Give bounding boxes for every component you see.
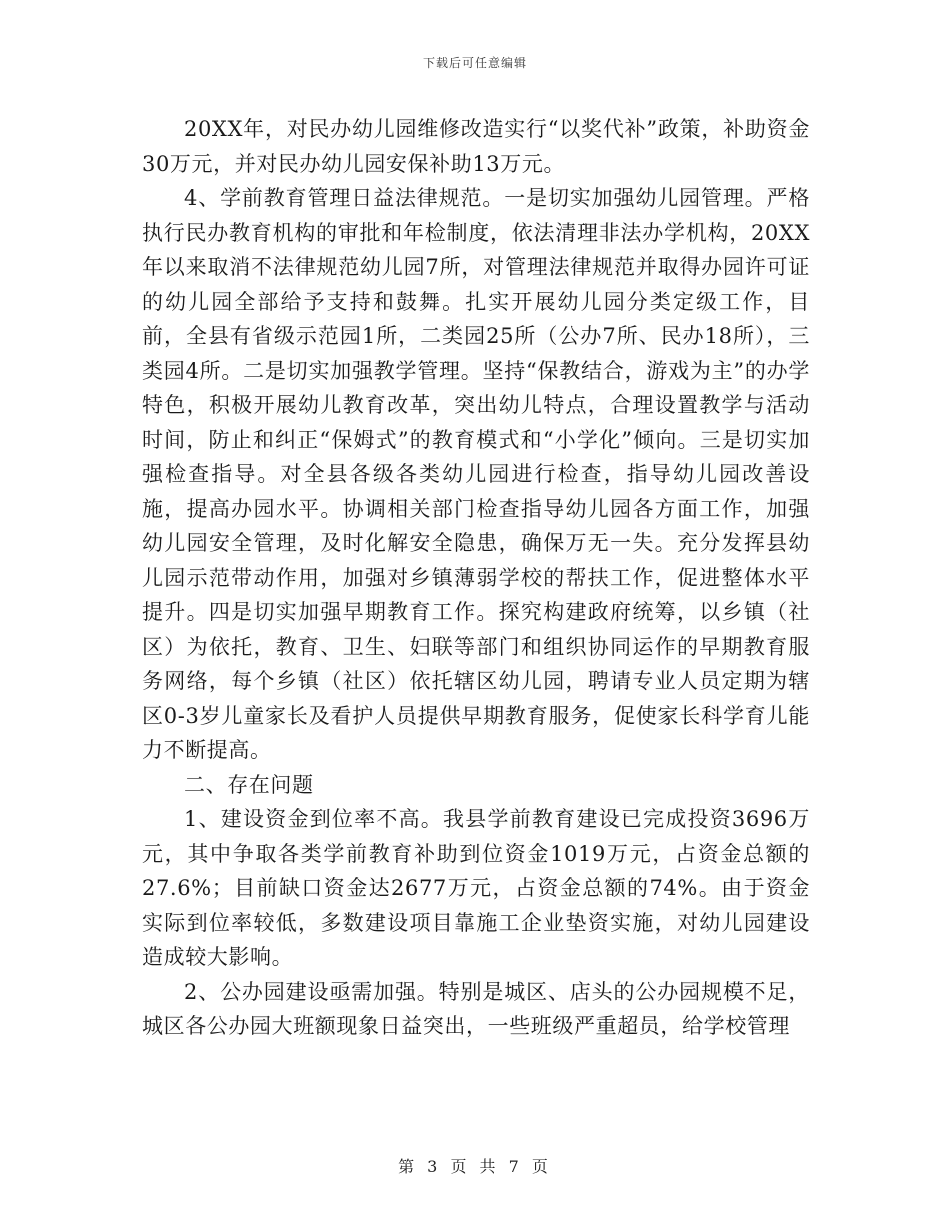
paragraph-subsidy: 20XX年，对民办幼儿园维修改造实行“以奖代补”政策，补助资金30万元，并对民办幼儿园安保补助13万元。	[142, 117, 810, 176]
paragraph-funding: 1、建设资金到位率不高。我县学前教育建设已完成投资3696万元，其中争取各类学前教育补助到位资金1019万元，占资金总额的27.6%；目前缺口资金达2677万元，占资金总额的74%。由于资金实际到位率较低，多数建设项目靠施工企业垫资实施，对幼儿园建设造成较大影响。	[142, 807, 810, 969]
document-body	[142, 112, 810, 1044]
header-note: 下载后可任意编辑	[422, 56, 527, 70]
paragraph-management: 4、学前教育管理日益法律规范。一是切实加强幼儿园管理。严格执行民办教育机构的审批和年检制度，依法清理非法办学机构，20XX年以来取消不法律规范幼儿园7所，对管理法律规范并取得办园许可证的幼儿园全部给予支持和鼓舞。扎实开展幼儿园分类定级工作，目前，全县有省级示范园1所，二类园25所（公办7所、民办18所），三类园4所。二是切实加强教学管理。坚持“保教结合，游戏为主”的办学特色，积极开展幼儿教育改革，突出幼儿特点，合理设置教学与活动时间，防止和纠正“保姆式”的教育模式和“小学化”倾向。三是切实加强检查指导。对全县各级各类幼儿园进行检查，指导幼儿园改善设施，提高办园水平。协调相关部门检查指导幼儿园各方面工作，加强幼儿园安全管理，及时化解安全隐患，确保万无一失。充分发挥县幼儿园示范带动作用，加强对乡镇薄弱学校的帮扶工作，促进整体水平提升。四是切实加强早期教育工作。探究构建政府统筹，以乡镇（社区）为依托，教育、卫生、妇联等部门和组织协同运作的早期教育服务网络，每个乡镇（社区）依托辖区幼儿园，聘请专业人员定期为辖区0-3岁儿童家长及看护人员提供早期教育服务，促使家长科学育儿能力不断提高。	[142, 186, 810, 762]
paragraph-public-kindergartens: 2、公办园建设亟需加强。特别是城区、店头的公办园规模不足，城区各公办园大班额现象日益突出，一些班级严重超员，给学校管理	[142, 979, 810, 1038]
section-heading-problems: 二、存在问题	[184, 772, 314, 797]
page-number: 第 3 页 共 7 页	[398, 1157, 552, 1176]
